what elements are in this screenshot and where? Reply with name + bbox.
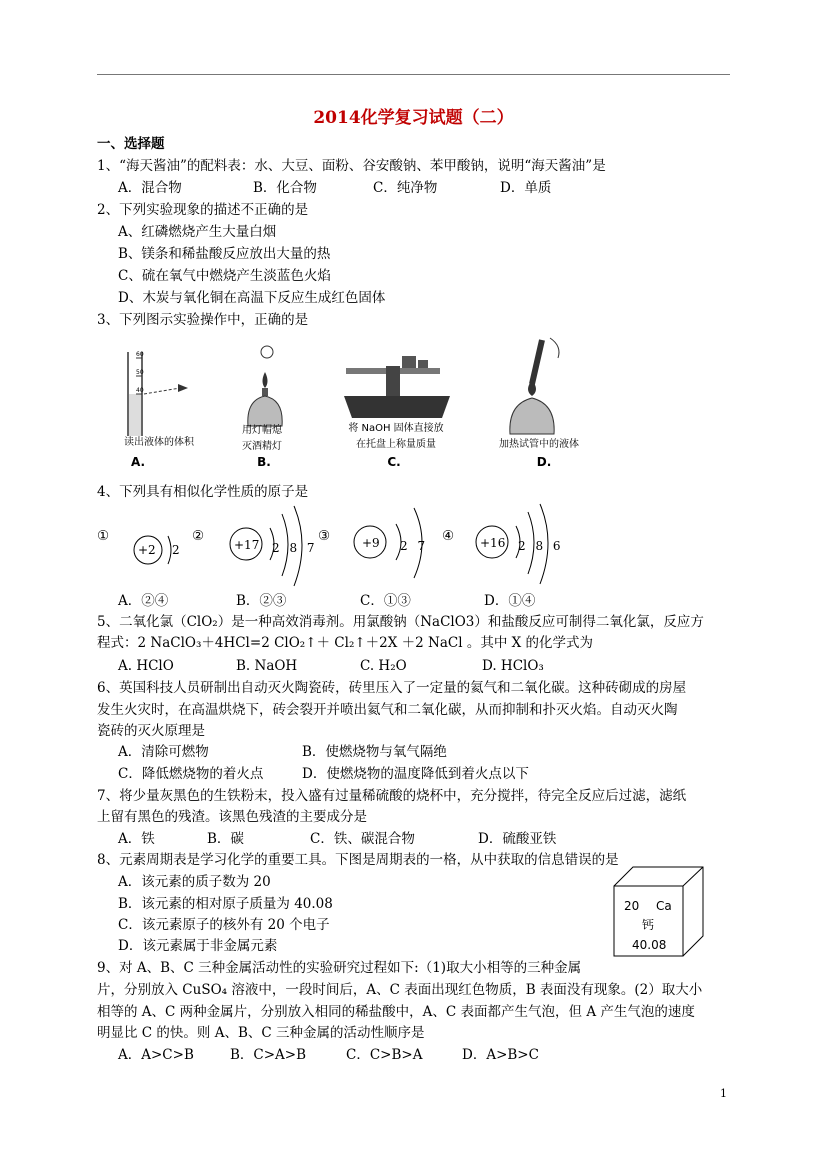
q5-line1: 5、二氧化氯（ClO₂）是一种高效消毒剂。用氯酸钠（NaClO3）和盐酸反应可制得二氧化氯，反应方 (97, 614, 704, 630)
q6-line2: 发生火灾时，在高温烘烧下，砖会裂开并喷出氦气和二氧化碳，从而抑制和扑灭火焰。自动灭火陶 (97, 702, 678, 718)
q1-stem: 1、“海天酱油”的配料表：水、大豆、面粉、谷安酸钠、苯甲酸钠，说明“海天酱油”是 (97, 158, 606, 174)
q5-option-c: C. H₂O (360, 658, 407, 674)
page-title: 2014化学复习试题（二） (313, 108, 514, 128)
figure-c-balance (342, 352, 452, 418)
figure-b-caption-line2: 灭酒精灯 (242, 441, 282, 452)
q2-option-b: B、镁条和稀盐酸反应放出大量的热 (118, 246, 331, 262)
q9-line4: 明显比 C 的快。则 A、B、C 三种金属的活动性顺序是 (97, 1025, 425, 1041)
section-heading: 一、选择题 (97, 136, 165, 152)
page-number: 1 (720, 1087, 727, 1100)
atom-2-shells: 2 8 7 (272, 541, 318, 555)
scale-tick-50: 50 (136, 369, 144, 376)
atom-1-shells: 2 (172, 543, 180, 557)
q8-stem: 8、元素周期表是学习化学的重要工具。下图是周期表的一格，从中获取的信息错误的是 (97, 852, 619, 868)
figure-c-caption-line1: 将 NaOH 固体直接放 (348, 423, 444, 434)
figure-b-caption-line1: 用灯帽熄 (242, 425, 282, 436)
atom-2-nucleus: +17 (234, 538, 260, 552)
figure-a-caption: 读出液体的体积 (124, 437, 194, 448)
q2-stem: 2、下列实验现象的描述不正确的是 (97, 202, 309, 218)
q6-line3: 瓷砖的灭火原理是 (97, 723, 205, 739)
atom-3-index: ③ (318, 528, 331, 544)
q2-option-a: A、红磷燃烧产生大量白烟 (118, 224, 277, 240)
atom-3-shells: 2 7 (400, 539, 429, 553)
q9-option-b: B．C>A>B (230, 1047, 307, 1063)
figure-c-letter: C. (387, 455, 401, 469)
q4-option-d: D．①④ (484, 593, 536, 609)
q1-option-a: A．混合物 (118, 180, 182, 196)
q1-option-d: D．单质 (500, 180, 552, 196)
q5-option-b: B. NaOH (236, 658, 298, 674)
figure-b-letter: B. (257, 455, 271, 469)
q4-option-b: B．②③ (236, 593, 287, 609)
atom-2-index: ② (192, 528, 205, 544)
header-rule (97, 74, 730, 75)
atom-4-shells: 2 8 6 (518, 539, 564, 553)
atom-4-nucleus: +16 (480, 536, 506, 550)
q9-line1: 9、对 A、B、C 三种金属活动性的实验研究过程如下:（1)取大小相等的三种金属 (97, 960, 582, 976)
q7-line1: 7、将少量灰黑色的生铁粉末，投入盛有过量稀硫酸的烧杯中，充分搅拌，待完全反应后过滤，滤纸 (97, 788, 687, 804)
q8-option-d: D．该元素属于非金属元素 (118, 938, 278, 954)
atom-4-index: ④ (442, 528, 455, 544)
q9-option-d: D．A>B>C (462, 1047, 539, 1063)
q2-option-d: D、木炭与氧化铜在高温下反应生成红色固体 (118, 290, 386, 306)
figure-a-letter: A. (130, 455, 146, 469)
q7-option-c: C．铁、碳混合物 (310, 831, 415, 847)
figure-a-cylinder (118, 348, 208, 438)
element-symbol: Ca (656, 899, 672, 913)
q7-option-d: D．硫酸亚铁 (478, 831, 557, 847)
q4-option-c: C．①③ (360, 593, 411, 609)
q5-option-a: A. HClO (118, 658, 174, 674)
q7-option-b: B．碳 (207, 831, 244, 847)
q6-option-c: C．降低燃烧物的着火点 (118, 766, 264, 782)
q6-option-a: A．清除可燃物 (118, 744, 209, 760)
q5-line2: 程式：2 NaClO₃＋4HCl=2 ClO₂↑＋ Cl₂↑＋2X ＋2 NaCl 。其中 X 的化学式为 (97, 635, 594, 651)
q1-option-c: C．纯净物 (373, 180, 438, 196)
scale-tick-60: 60 (136, 351, 144, 358)
q9-line3: 相等的 A、C 两种金属片，分别放入相同的稀盐酸中，A、C 表面都产生气泡，但 A 产生气泡的速度 (97, 1004, 695, 1020)
scale-tick-40: 40 (136, 387, 144, 394)
q2-option-c: C、硫在氧气中燃烧产生淡蓝色火焰 (118, 268, 331, 284)
element-number: 20 (624, 899, 640, 913)
q9-option-a: A．A>C>B (118, 1047, 194, 1063)
q7-line2: 上留有黑色的残渣。该黑色残渣的主要成分是 (97, 809, 367, 825)
q3-stem: 3、下列图示实验操作中，正确的是 (97, 312, 309, 328)
figure-c-caption-line2: 在托盘上称量质量 (356, 439, 436, 450)
q8-option-b: B．该元素的相对原子质量为 40.08 (118, 896, 333, 912)
figure-d-caption: 加热试管中的液体 (499, 439, 579, 450)
q5-option-d: D. HClO₃ (482, 658, 544, 674)
q7-option-a: A．铁 (118, 831, 155, 847)
q4-stem: 4、下列具有相似化学性质的原子是 (97, 484, 309, 500)
figure-b-alcohol-lamp (240, 342, 290, 426)
q4-option-a: A．②④ (118, 593, 169, 609)
q6-option-d: D．使燃烧物的温度降低到着火点以下 (302, 766, 529, 782)
q9-line2: 片，分别放入 CuSO₄ 溶液中，一段时间后，A、C 表面出现红色物质，B 表面没有现象。(2）取大小 (97, 982, 703, 998)
atom-3-nucleus: +9 (362, 536, 380, 550)
q8-option-c: C．该元素原子的核外有 20 个电子 (118, 917, 330, 933)
element-mass: 40.08 (632, 938, 667, 952)
q9-option-c: C．C>B>A (346, 1047, 423, 1063)
q6-line1: 6、英国科技人员研制出自动灭火陶瓷砖，砖里压入了一定量的氦气和二氧化碳。这种砖砌成的房屋 (97, 680, 687, 696)
element-name: 钙 (642, 918, 655, 932)
q1-option-b: B．化合物 (253, 180, 317, 196)
figure-d-letter: D. (536, 455, 552, 469)
atom-1-nucleus: +2 (138, 543, 156, 557)
q6-option-b: B．使燃烧物与氧气隔绝 (302, 744, 447, 760)
figure-d-heating-tube (502, 336, 572, 434)
q8-option-a: A．该元素的质子数为 20 (118, 874, 271, 890)
atom-1-index: ① (97, 528, 110, 544)
